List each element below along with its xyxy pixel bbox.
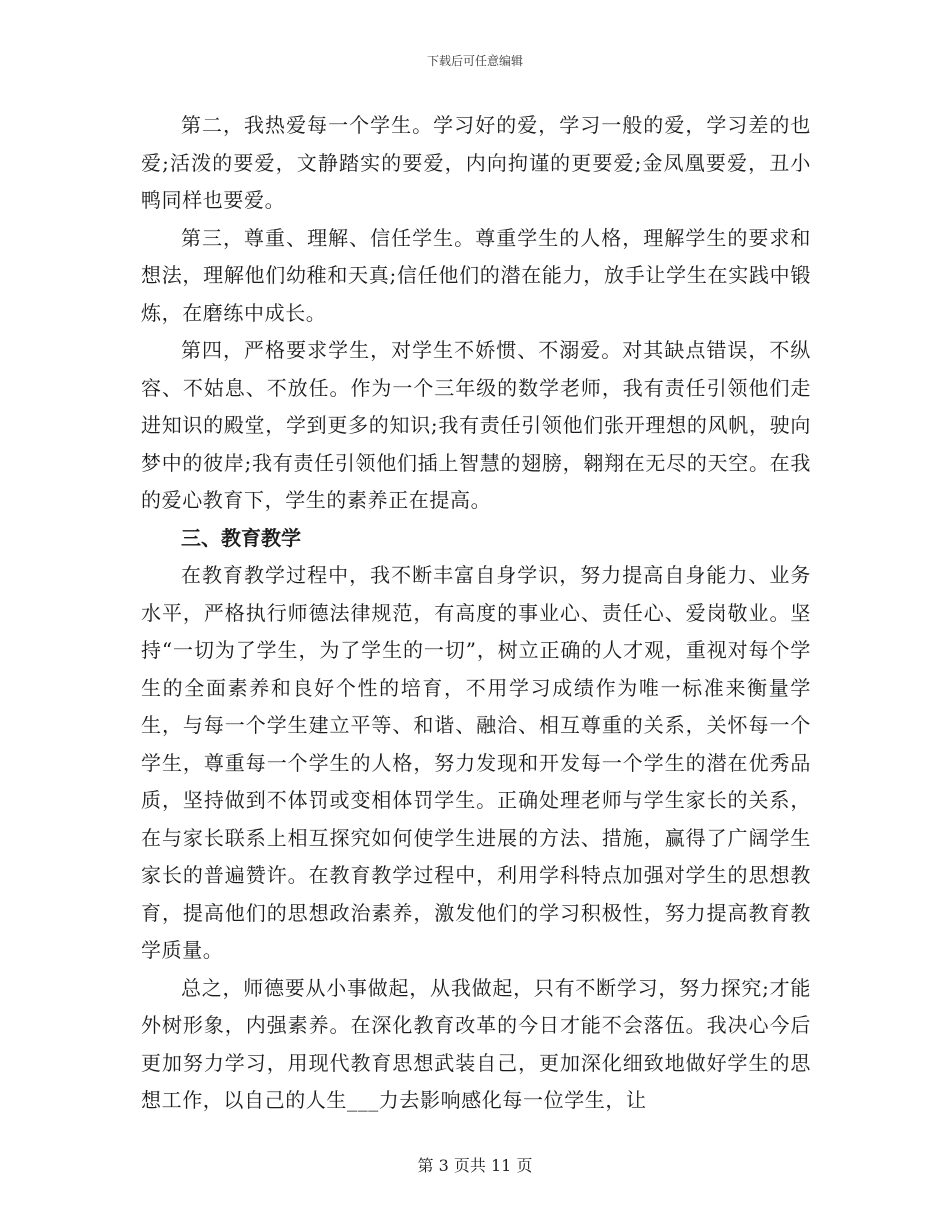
paragraph-fourth-point: 第四，严格要求学生，对学生不娇惯、不溺爱。对其缺点错误，不纵容、不姑息、不放任。作为一个三年级的数学老师，我有责任引领他们走进知识的殿堂，学到更多的知识;我有责任引领他们张开理想的风帆，驶向梦中的彼岸;我有责任引领他们插上智慧的翅膀，翱翔在无尽的天空。在我的爱心教育下，学生的素养正在提高。 bbox=[141, 338, 811, 512]
page-footer: 第 3 页共 11 页 bbox=[417, 1156, 533, 1175]
paragraph-teaching: 在教育教学过程中，我不断丰富自身学识，努力提高自身能力、业务水平，严格执行师德法律规范，有高度的事业心、责任心、爱岗敬业。坚持“一切为了学生，为了学生的一切”，树立正确的人才观，重视对每个学生的全面素养和良好个性的培育，不用学习成绩作为唯一标准来衡量学生，与每一个学生建立平等、和谐、融洽、相互尊重的关系，关怀每一个学生，尊重每一个学生的人格，努力发现和开发每一个学生的潜在优秀品质，坚持做到不体罚或变相体罚学生。正确处理老师与学生家长的关系，在与家长联系上相互探究如何使学生进展的方法、措施，赢得了广阔学生家长的普遍赞许。在教育教学过程中，利用学科特点加强对学生的思想教育，提高他们的思想政治素养，激发他们的学习积极性，努力提高教育教学质量。 bbox=[141, 563, 811, 962]
page-header: 下载后可任意编辑 bbox=[426, 54, 523, 68]
paragraph-second-point: 第二，我热爱每一个学生。学习好的爱，学习一般的爱，学习差的也爱;活泼的要爱，文静踏实的要爱，内向拘谨的更要爱;金凤凰要爱，丑小鸭同样也要爱。 bbox=[141, 113, 811, 212]
document-body bbox=[141, 107, 811, 1120]
paragraph-third-point: 第三，尊重、理解、信任学生。尊重学生的人格，理解学生的要求和想法，理解他们幼稚和天真;信任他们的潜在能力，放手让学生在实践中锻炼，在磨练中成长。 bbox=[141, 225, 811, 325]
paragraph-summary: 总之，师德要从小事做起，从我做起，只有不断学习，努力探究;才能外树形象，内强素养。在深化教育改革的今日才能不会落伍。我决心今后更加努力学习，用现代教育思想武装自己，更加深化细致地做好学生的思想工作，以自己的人生___力去影响感化每一位学生，让 bbox=[141, 975, 811, 1112]
section-heading-teaching: 三、教育教学 bbox=[181, 525, 301, 550]
